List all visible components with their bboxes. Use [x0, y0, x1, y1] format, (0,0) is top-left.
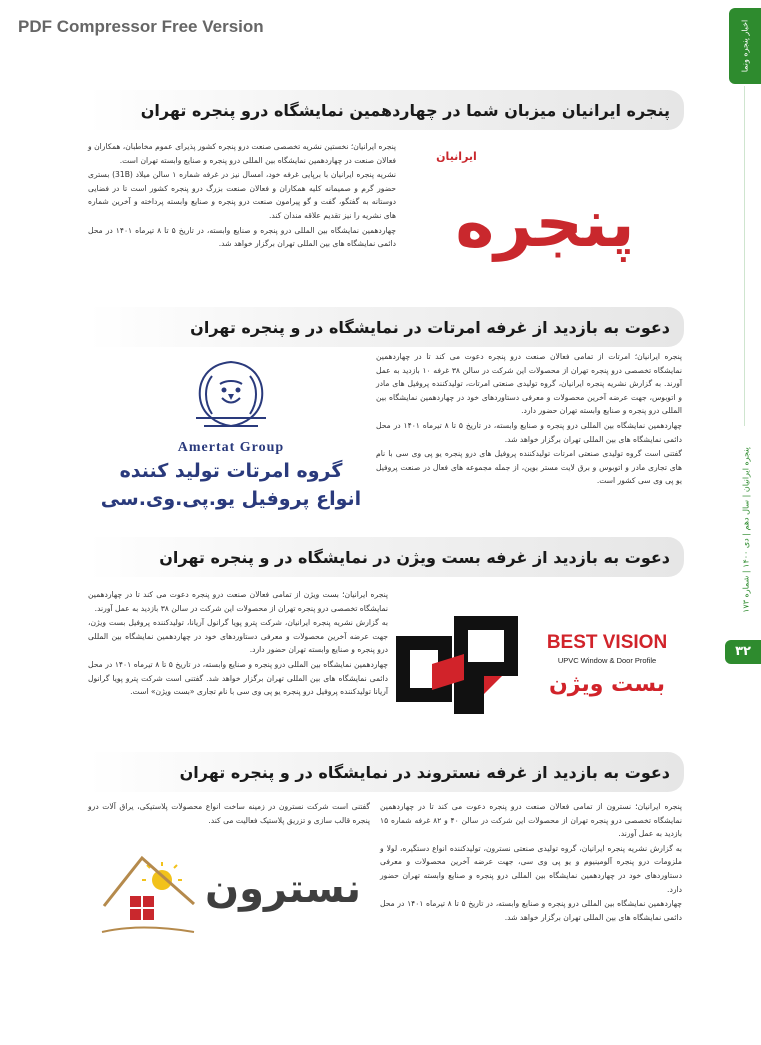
amertat-line-2: انواع پروفیل یو.پی.وی.سی — [100, 488, 362, 510]
paragraph: پنجره ایرانیان؛ نسترون از تمامی فعالان صنعت درو پنجره دعوت می کند تا در چهاردهمین نمایشگاه تخصصی درو پنجره تهران از محصولات این شرکت در سالن ۴۰ و ۸۲ غرفه شماره ۱۵ بازدید به عمل آورند. — [380, 802, 682, 839]
amertat-logo — [100, 354, 362, 526]
nastaran-fa: نسترون — [205, 866, 361, 912]
issue-meta-text: پنجره ایرانیان | سال دهم | دی ۱۴۰۰ | شماره ۱۷۳ — [741, 447, 751, 613]
section-4-body-left — [88, 800, 370, 828]
paragraph: چهاردهمین نمایشگاه بین المللی درو پنجره و صنایع وابسته، در تاریخ ۵ تا ۸ تیرماه ۱۴۰۱ در محل دائمی نمایشگاه های بین المللی تهران برگزار خواهد شد. گفتنی است شرکت پترو پویا گرانول آریانا تولیدکننده پروفیل درو پنجره یو پی وی سی با نام تجاری «بست ویژن» است. — [88, 659, 389, 697]
paragraph: گفتنی است گروه تولیدی صنعتی امرتات تولیدکننده پروفیل های درو پنجره یو پی وی سی با نام های تجاری مادر و اتوبوس و برق لایت مستر بوین، از جمله مجموعه های فعال در صنعت پروفیل یو پی وی سی کشور است. — [376, 449, 682, 486]
amertat-line-1: گروه امرتات تولید کننده — [119, 460, 343, 482]
news-section-4 — [88, 752, 684, 792]
news-section-2 — [88, 307, 684, 347]
best-vision-en: BEST VISION — [546, 632, 668, 653]
news-section-3 — [88, 537, 684, 577]
paragraph: نشریه پنجره ایرانیان با برپایی غرفه خود، امسال نیز در غرفه شماره ۱ سالن میلاد (31B) بستری حضور گرم و صمیمانه کلیه همکاران و فعالان صنعت بزرگ درو پنجره کشور است تا در فضایی دوستانه به گفتگو، گفت و گو پیرامون صنعت درو پنجره و صنایع وابسته پرداخته و آخرین شماره های نشریه را نیز تقدیم علاقه مندان کند. — [88, 170, 396, 220]
section-3-title: دعوت به بازدید از غرفه بست ویژن در نمایشگاه در و پنجره تهران — [88, 537, 684, 577]
watermark-text: PDF Compressor Free Version — [18, 17, 264, 36]
paragraph: چهاردهمین نمایشگاه بین المللی درو پنجره و صنایع وابسته، در تاریخ ۵ تا ۸ تیرماه ۱۴۰۱ در محل دائمی نمایشگاه های بین المللی تهران برگزار خواهد شد. — [376, 420, 682, 444]
lion-emblem-icon — [100, 354, 362, 444]
paragraph: پنجره ایرانیان؛ بست ویژن از تمامی فعالان صنعت درو پنجره دعوت می کند تا در چهاردهمین نمایشگاه تخصصی درو پنجره تهران از محصولات این شرکت در سالن ۳۸ بازدید به عمل آورند. — [88, 590, 388, 613]
paragraph: چهاردهمین نمایشگاه بین المللی درو پنجره و صنایع وابسته، در تاریخ ۵ تا ۸ تیرماه ۱۴۰۱ در محل دائمی نمایشگاه های بین المللی تهران برگزار خواهد شد. — [88, 225, 396, 249]
amertat-brand-text: Amertat Group — [177, 440, 285, 455]
nastaran-logo — [98, 842, 368, 942]
section-1-body — [88, 140, 396, 252]
section-2-title: دعوت به بازدید از غرفه امرتات در نمایشگاه در و پنجره تهران — [88, 307, 684, 347]
section-3-body — [88, 588, 388, 700]
paragraph: پنجره ایرانیان؛ نخستین نشریه تخصصی صنعت درو پنجره کشور پذیرای عموم مخاطبان، همکاران و فعالان صنعت در چهاردهمین نمایشگاه بین المللی درو پنجره و صنایع وابسته تهران است. — [88, 142, 396, 165]
issue-meta — [733, 430, 759, 630]
section-2-body — [376, 350, 682, 489]
paragraph: چهاردهمین نمایشگاه بین المللی درو پنجره و صنایع وابسته، در تاریخ ۵ تا ۸ تیرماه ۱۴۰۱ در محل دائمی نمایشگاه های بین المللی تهران برگزار خواهد شد. — [380, 899, 682, 922]
best-vision-mark-icon — [392, 606, 524, 716]
house-sun-icon — [98, 842, 208, 938]
section-side-tab — [729, 8, 761, 84]
section-4-title: دعوت به بازدید از غرفه نستروند در نمایشگاه در و پنجره تهران — [88, 752, 684, 792]
side-divider — [744, 86, 745, 426]
page-number: ۳۲ — [725, 640, 761, 664]
section-4-body-right — [380, 800, 682, 925]
logo-small-text: ایرانیان — [436, 150, 477, 163]
section-1-title: پنجره ایرانیان میزبان شما در چهاردهمین نمایشگاه درو پنجره تهران — [88, 90, 684, 130]
news-section-1 — [88, 90, 684, 130]
best-vision-sub: UPVC Window & Door Profile — [557, 656, 657, 665]
best-vision-logo — [392, 606, 682, 720]
best-vision-fa: بست ویژن — [549, 672, 665, 697]
section-side-tab-label: اخبار پنجره ونما — [740, 19, 750, 73]
paragraph: به گزارش نشریه پنجره ایرانیان، گروه تولیدی صنعتی نسترون، تولیدکننده انواع دستگیره، لولا و ملزومات درو پنجره آلومینیوم و یو پی وی سی، جهت عرضه آخرین محصولات و معرفی دستاوردهای خود در چهاردهمین نمایشگاه بین المللی درو پنجره و صنایع وابسته تهران حضور دارد. — [380, 843, 682, 894]
paragraph: پنجره ایرانیان؛ امرتات از تمامی فعالان صنعت درو پنجره دعوت می کند تا در چهاردهمین نمایشگاه تخصصی درو پنجره تهران از محصولات این شرکت در سالن ۳۸ غرفه ۱۰ بازدید به عمل آورند. به گزارش نشریه پنجره ایرانیان، گروه تولیدی صنعتی امرتات، تولیدکننده پروفیل های مادر و اتوبوس، جهت عرضه آخرین محصولات و معرفی دستاوردهای خود در چهاردهمین نمایشگاه بین المللی درو پنجره و صنایع وابسته تهران حضور دارد. — [376, 352, 682, 416]
paragraph: به گزارش نشریه پنجره ایرانیان، شرکت پترو پویا گرانول آریانا، تولیدکننده پروفیل بست ویژن، جهت عرضه آخرین محصولات و معرفی دستاوردهای خود در چهاردهمین نمایشگاه بین المللی درو پنجره و صنایع وابسته تهران حضور دارد. — [88, 618, 388, 655]
panjereh-iranian-logo — [414, 140, 676, 290]
paragraph: گفتنی است شرکت نسترون در زمینه ساخت انواع محصولات پلاستیکی، یراق آلات درو پنجره قالب سازی و تزریق پلاستیک فعالیت می کند. — [88, 802, 370, 825]
logo-main-text: پنجره — [455, 185, 635, 262]
